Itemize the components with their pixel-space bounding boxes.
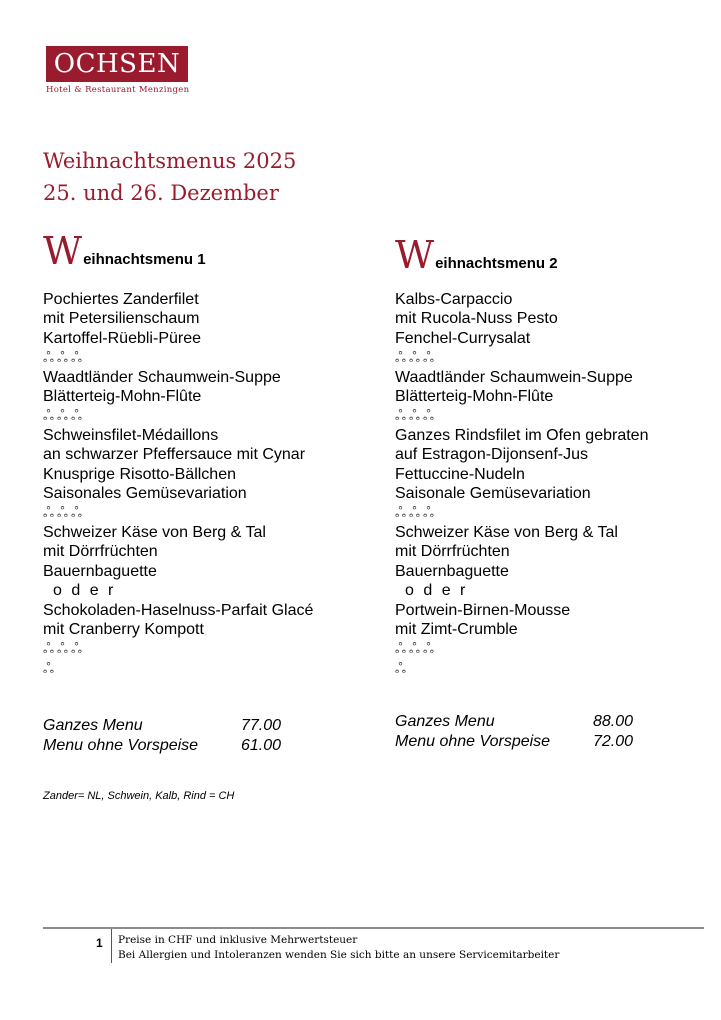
menu-item: o d e r [405,582,468,600]
menu-item: Waadtländer Schaumwein-Suppe [43,368,281,386]
menu-column-2 [395,233,721,751]
menu-1-title: eihnachtsmenu 1 [83,251,206,268]
price-label: Menu ohne Vorspeise [395,732,551,750]
page-title [43,145,296,209]
menu-item: Bauernbaguette [43,562,157,580]
footer-line-1: Preise in CHF und inklusive Mehrwertsteuer [118,934,358,946]
menu-2-items [395,290,721,678]
ornament-divider: ஃஃஃ [395,504,437,521]
menu-1-heading [43,229,373,273]
price-value: 61.00 [241,736,282,754]
menu-2-initial: W [395,233,435,277]
menu-item: Schokoladen-Haselnuss-Parfait Glacé [43,601,314,619]
ornament-divider: ஃஃஃ [395,640,437,657]
price-row [43,736,373,756]
menu-item: Blätterteig-Mohn-Flûte [395,388,554,406]
menu-item: an schwarzer Pfeffersauce mit Cynar [43,446,306,464]
menu-item: mit Dörrfrüchten [395,543,510,561]
ornament-divider: ஃ [43,659,57,676]
logo-subtitle: Hotel & Restaurant Menzingen [46,85,190,95]
menu-column-1 [43,229,373,755]
menu-item: Schweizer Käse von Berg & Tal [395,523,618,541]
ornament-divider: ஃஃஃ [43,504,85,521]
menu-item: Ganzes Rindsfilet im Ofen gebraten [395,426,649,444]
menu-item: Knusprige Risotto-Bällchen [43,465,236,483]
price-row [395,732,721,752]
menu-2-heading [395,233,721,277]
menu-item: o d e r [53,582,116,600]
menu-item: Schweizer Käse von Berg & Tal [43,523,266,541]
ornament-divider: ஃஃஃ [395,349,437,366]
menu-item: Blätterteig-Mohn-Flûte [43,388,202,406]
menu-item: Fettuccine-Nudeln [395,465,525,483]
menu-1-initial: W [43,229,83,273]
menu-1-prices [43,716,373,755]
title-line-2: 25. und 26. Dezember [43,181,279,205]
price-row [43,716,373,736]
logo-wordmark: OCHSEN [46,46,188,82]
menu-item: mit Rucola-Nuss Pesto [395,310,558,328]
price-row [395,712,721,732]
menu-item: Pochiertes Zanderfilet [43,291,199,308]
menu-1-items [43,290,373,678]
ornament-divider: ஃஃஃ [395,407,437,424]
logo [46,46,189,95]
menu-item: mit Zimt-Crumble [395,620,518,638]
price-label: Ganzes Menu [395,713,495,731]
page-number: 1 [96,936,103,950]
menu-2-prices [395,712,721,751]
footer-divider [111,929,112,963]
title-line-1: Weihnachtsmenus 2025 [43,149,297,173]
ornament-divider: ஃஃஃ [43,640,85,657]
price-value: 77.00 [241,717,282,735]
price-value: 88.00 [593,713,634,731]
price-label: Ganzes Menu [43,717,143,735]
footer-line-2: Bei Allergien und Intoleranzen wenden Sie sich bitte an unsere Servicemitarbeiter [118,949,560,961]
ornament-divider: ஃ [395,659,409,676]
menu-item: mit Dörrfrüchten [43,543,158,561]
footer-text [118,933,559,963]
menu-item: auf Estragon-Dijonsenf-Jus [395,446,588,464]
price-label: Menu ohne Vorspeise [43,736,199,754]
price-value: 72.00 [593,732,634,750]
menu-item: Schweinsfilet-Médaillons [43,426,219,444]
menu-item: Bauernbaguette [395,562,509,580]
footer-rule [43,927,704,929]
menu-item: Kalbs-Carpaccio [395,291,513,308]
menu-item: mit Cranberry Kompott [43,620,204,638]
meat-origin-note: Zander= NL, Schwein, Kalb, Rind = CH [43,790,235,802]
menu-item: mit Petersilienschaum [43,310,200,328]
ornament-divider: ஃஃஃ [43,349,85,366]
menu-item: Saisonales Gemüsevariation [43,485,247,503]
menu-item: Fenchel-Currysalat [395,329,531,347]
menu-item: Portwein-Birnen-Mousse [395,601,571,619]
menu-item: Saisonale Gemüsevariation [395,485,591,503]
menu-2-title: eihnachtsmenu 2 [435,255,558,272]
ornament-divider: ஃஃஃ [43,407,85,424]
menu-item: Waadtländer Schaumwein-Suppe [395,368,633,386]
menu-item: Kartoffel-Rüebli-Püree [43,329,202,347]
